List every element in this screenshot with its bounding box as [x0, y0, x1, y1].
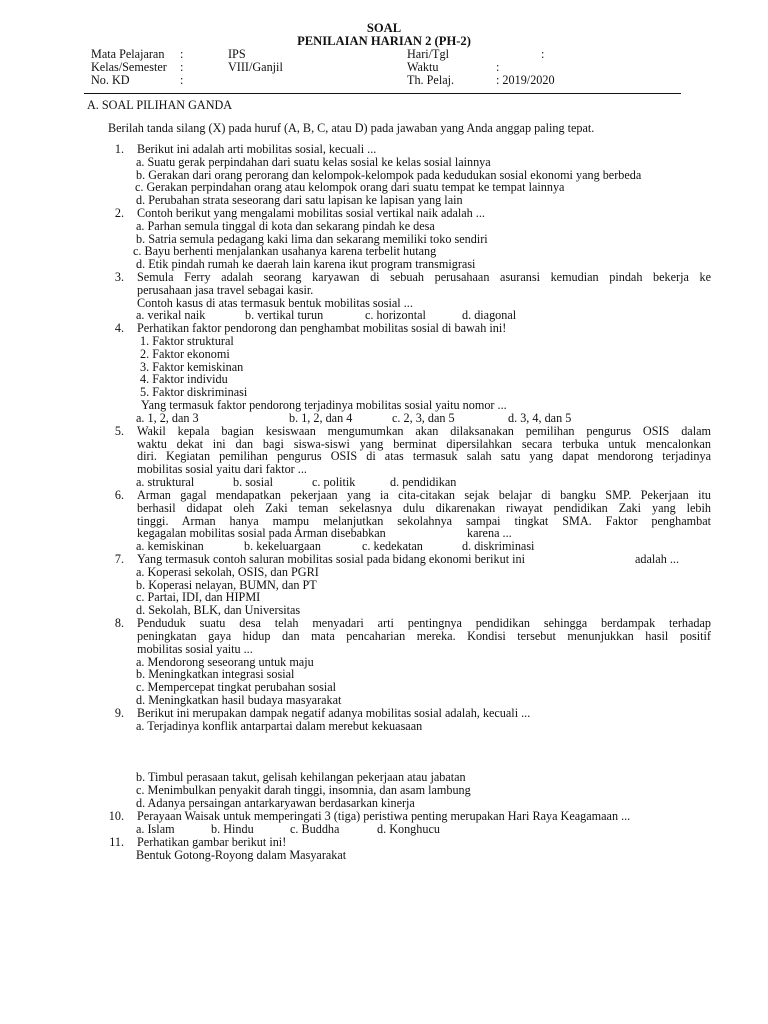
question-text: Wakil kepala bagian kesiswaan mengumumkan akan dilaksanakan pemilihan pengurus OSIS dalam	[137, 424, 711, 438]
info-label-date: Hari/Tgl	[407, 47, 449, 61]
question-number: 11.	[109, 835, 124, 849]
option: a. Suatu gerak perpindahan dari suatu kelas sosial ke kelas sosial lainnya	[136, 155, 491, 169]
question-text: perusahaan jasa travel sebagai kasir.	[137, 283, 314, 297]
question-text: Perayaan Waisak untuk memperingati 3 (tiga) peristiwa penting merupakan Hari Raya Keagamaan ...	[137, 809, 631, 823]
option: c. politik	[312, 475, 356, 489]
info-colon: :	[180, 47, 184, 61]
question-text: Contoh kasus di atas termasuk bentuk mobilitas sosial ...	[137, 296, 413, 310]
question-text: Perhatikan gambar berikut ini!	[137, 835, 287, 849]
option: d. Perubahan strata seseorang dari satu lapisan ke lapisan yang lain	[136, 193, 463, 207]
option: a. verikal naik	[136, 308, 206, 322]
info-colon: :	[180, 73, 184, 87]
question-text: waktu dekat ini dan bagi siswa-siswi yang berminat dipersilahkan secara terbuka untuk mencalonkan	[137, 437, 711, 451]
option: d. Adanya persaingan antarkaryawan berdasarkan kinerja	[136, 796, 415, 810]
question-text: Penduduk suatu desa telah menyadari arti pentingnya pendidikan sehingga berdampak terhadap	[137, 616, 711, 630]
option: c. Menimbulkan penyakit darah tinggi, insomnia, dan asam lambung	[136, 783, 471, 797]
question-number: 7.	[114, 552, 124, 566]
info-label-kd: No. KD	[91, 73, 130, 87]
option: b. Koperasi nelayan, BUMN, dan PT	[136, 578, 317, 592]
info-colon: :	[180, 60, 184, 74]
doc-title: SOAL	[366, 21, 402, 35]
option: c. Bayu berhenti menjalankan usahanya karena terbelit hutang	[133, 244, 437, 258]
info-label-year: Th. Pelaj.	[407, 73, 455, 87]
option: b. Hindu	[211, 822, 254, 836]
option: d. Sekolah, BLK, dan Universitas	[136, 603, 301, 617]
question-number: 3.	[114, 270, 124, 284]
option: c. Gerakan perpindahan orang atau kelompok orang dari suatu tempat ke tempat lainnya	[135, 180, 565, 194]
option: a. Parhan semula tinggal di kota dan sekarang pindah ke desa	[136, 219, 435, 233]
option: a. 1, 2, dan 3	[136, 411, 199, 425]
option: d. diskriminasi	[462, 539, 535, 553]
question-text: peningkatan gaya hidup dan mata pencaharian mereka. Kondisi tersebut menunjukkan hasil positif	[137, 629, 711, 643]
option: b. Timbul perasaan takut, gelisah kehilangan pekerjaan atau jabatan	[136, 770, 466, 784]
option: d. Konghucu	[377, 822, 440, 836]
info-value-subject: IPS	[228, 47, 246, 61]
option: c. Mempercepat tingkat perubahan sosial	[136, 680, 337, 694]
question-text: Arman gagal mendapatkan pekerjaan yang ia cita-citakan sejak belajar di bangku SMP. Pekerjaan itu	[137, 488, 711, 502]
list-item: 5. Faktor diskriminasi	[140, 385, 248, 399]
option: c. Buddha	[290, 822, 340, 836]
option: a. Mendorong seseorang untuk maju	[136, 655, 314, 669]
question-text: Perhatikan faktor pendorong dan penghambat mobilitas sosial di bawah ini!	[137, 321, 507, 335]
option: b. Meningkatkan integrasi sosial	[136, 667, 295, 681]
question-text: adalah ...	[635, 552, 679, 566]
question-number: 9.	[114, 706, 124, 720]
list-item: 1. Faktor struktural	[140, 334, 234, 348]
option: d. 3, 4, dan 5	[508, 411, 572, 425]
header-divider	[84, 93, 681, 94]
question-text: Berikut ini adalah arti mobilitas sosial, kecuali ...	[137, 142, 377, 156]
info-value-class: VIII/Ganjil	[228, 60, 283, 74]
question-number: 5.	[114, 424, 124, 438]
question-text: Semula Ferry adalah seorang karyawan di sebuah perusahaan asuransi kemudian pindah bekerja ke	[137, 270, 711, 284]
question-text: tinggi. Arman hanya mampu melanjutkan sekolahnya sampai tingkat SMA. Faktor penghambat	[137, 514, 711, 528]
option: c. kedekatan	[362, 539, 423, 553]
option: b. Satria semula pedagang kaki lima dan sekarang memiliki toko sendiri	[136, 232, 488, 246]
option: a. kemiskinan	[136, 539, 204, 553]
doc-subtitle: PENILAIAN HARIAN 2 (PH-2)	[297, 34, 471, 48]
info-label-class: Kelas/Semester	[91, 60, 167, 74]
option: d. Etik pindah rumah ke daerah lain karena ikut program transmigrasi	[136, 257, 476, 271]
option: a. Koperasi sekolah, OSIS, dan PGRI	[136, 565, 319, 579]
option: d. diagonal	[462, 308, 517, 322]
figure-caption: Bentuk Gotong-Royong dalam Masyarakat	[136, 848, 347, 862]
question-number: 2.	[114, 206, 124, 220]
info-label-time: Waktu	[407, 60, 439, 74]
section-heading: A. SOAL PILIHAN GANDA	[87, 98, 233, 112]
question-text: Yang termasuk faktor pendorong terjadinya mobilitas sosial yaitu nomor ...	[141, 398, 507, 412]
option: a. Terjadinya konflik antarpartai dalam merebut kekuasaan	[136, 719, 423, 733]
info-label-subject: Mata Pelajaran	[91, 47, 165, 61]
question-text: mobilitas sosial yaitu ...	[137, 642, 253, 656]
option: c. Partai, IDI, dan HIPMI	[136, 590, 261, 604]
list-item: 3. Faktor kemiskinan	[140, 360, 244, 374]
option: b. kekeluargaan	[244, 539, 321, 553]
question-text: Berikut ini merupakan dampak negatif adanya mobilitas sosial adalah, kecuali ...	[137, 706, 531, 720]
instruction: Berilah tanda silang (X) pada huruf (A, B, C, atau D) pada jawaban yang Anda anggap paling tepat.	[108, 121, 595, 135]
question-number: 8.	[114, 616, 124, 630]
question-number: 1.	[114, 142, 124, 156]
option: c. horizontal	[365, 308, 426, 322]
question-text: mobilitas sosial yaitu dari faktor ...	[137, 462, 307, 476]
option: d. pendidikan	[390, 475, 457, 489]
question-text: karena ...	[467, 526, 512, 540]
info-colon: :	[496, 60, 500, 74]
info-value-year: : 2019/2020	[496, 73, 555, 87]
option: a. struktural	[136, 475, 195, 489]
option: b. vertikal turun	[245, 308, 324, 322]
question-text: Yang termasuk contoh saluran mobilitas sosial pada bidang ekonomi berikut ini	[137, 552, 526, 566]
question-number: 10.	[108, 809, 124, 823]
question-text: diri. Kegiatan pemilihan pengurus OSIS di atas termasuk salah satu yang dapat mendorong terjadinya	[137, 449, 711, 463]
option: b. Gerakan dari orang perorang dan kelompok-kelompok pada kedudukan sosial ekonomi yang berbeda	[136, 168, 642, 182]
list-item: 4. Faktor individu	[140, 372, 228, 386]
option: d. Meningkatkan hasil budaya masyarakat	[136, 693, 342, 707]
question-number: 6.	[114, 488, 124, 502]
info-colon: :	[541, 47, 545, 61]
option: c. 2, 3, dan 5	[392, 411, 455, 425]
question-text: kegagalan mobilitas sosial pada Arman disebabkan	[137, 526, 386, 540]
question-number: 4.	[114, 321, 124, 335]
option: a. Islam	[136, 822, 175, 836]
question-text: berhasil didapat oleh Zaki teman sekelasnya dulu dikarenakan riwayat pendidikan Zaki yang lebih	[137, 501, 711, 515]
list-item: 2. Faktor ekonomi	[140, 347, 230, 361]
question-text: Contoh berikut yang mengalami mobilitas sosial vertikal naik adalah ...	[137, 206, 485, 220]
option: b. 1, 2, dan 4	[289, 411, 353, 425]
option: b. sosial	[233, 475, 273, 489]
